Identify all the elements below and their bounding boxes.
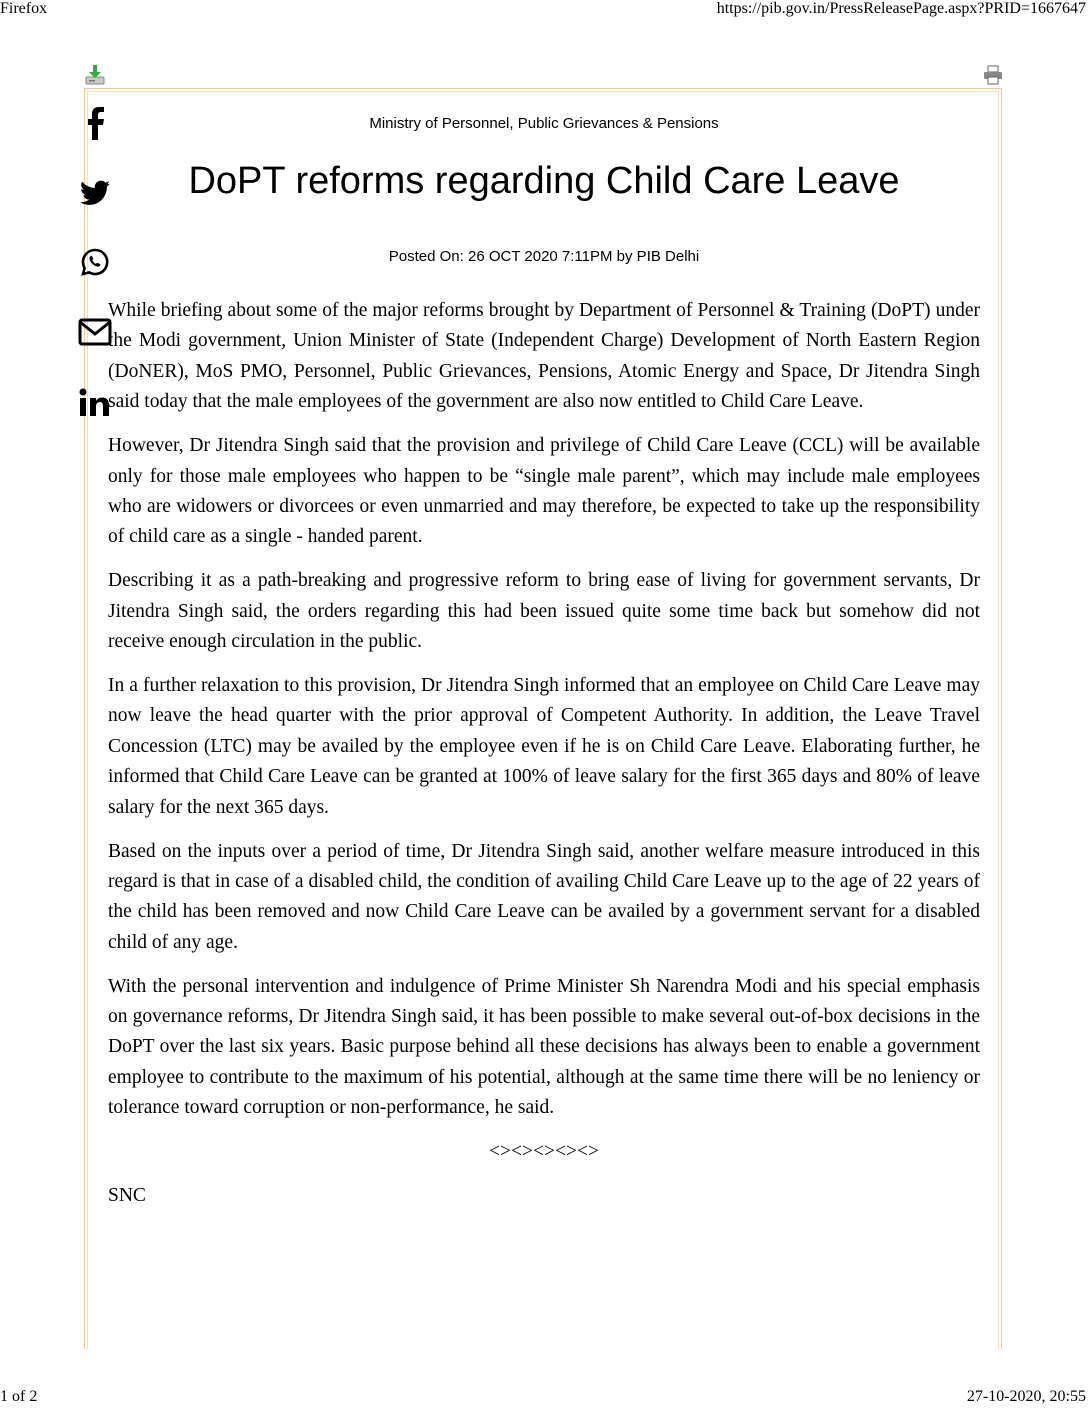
print-button[interactable] [982,64,1004,86]
download-icon [84,64,106,86]
paragraph: Describing it as a path-breaking and progressive reform to bring ease of living for government servants, Dr Jitendra Singh said, the orders regarding this had been issued quite some time back but somehow did not receive enough circulation in the public. [108,570,980,653]
separator: <><><><><> [489,1141,599,1163]
download-button[interactable] [84,64,106,86]
share-linkedin[interactable] [78,385,112,419]
print-header-app: Firefox [0,0,48,17]
share-email[interactable] [78,315,112,349]
paragraph: With the personal intervention and indulgence of Prime Minister Sh Narendra Modi and his special emphasis on governance reforms, Dr Jitendra Singh said, it has been possible to make several out-of-box decisions in the DoPT over the last six years. Basic purpose behind all these decisions has always been to enable a government employee to contribute to the maximum of his potential, although at the same time there will be no leniency or tolerance toward corruption or non-performance, he said. [108,975,980,1119]
print-icon [982,64,1004,86]
print-footer-datetime: 27-10-2020, 20:55 [966,1388,1086,1405]
posted-on: Posted On: 26 OCT 2020 7:11PM by PIB Delhi [388,248,700,265]
paragraph: While briefing about some of the major reforms brought by Department of Personnel & Training (DoPT) under the Modi government, Union Minister of State (Independent Charge) Development of North Eastern Region (DoNER), MoS PMO, Personnel, Public Grievances, Pensions, Atomic Energy and Space, Dr Jitendra Singh said today that the male employees of the government are also now entitled to Child Care Leave. [108,300,980,413]
article-body [108,296,980,1225]
page-title: DoPT reforms regarding Child Care Leave [188,160,900,202]
paragraph: However, Dr Jitendra Singh said that the provision and privilege of Child Care Leave (CCL) will be available only for those male employees who happen to be “single male parent”, which may include male employees who are widowers or divorcees or even unmarried and may therefore, be expected to take up the responsibility of child care as a single - handed parent. [108,435,980,548]
ministry-name: Ministry of Personnel, Public Grievances & Pensions [369,115,719,132]
paragraph: In a further relaxation to this provision, Dr Jitendra Singh informed that an employee on Child Care Leave may now leave the head quarter with the prior approval of Competent Authority. In addition, the Leave Travel Concession (LTC) may be availed by the employee even if he is on Child Care Leave. Elaborating further, he informed that Child Care Leave can be granted at 100% of leave salary for the first 365 days and 80% of leave salary for the next 365 days. [108,674,980,818]
paragraph: Based on the inputs over a period of time, Dr Jitendra Singh said, another welfare measure introduced in this regard is that in case of a disabled child, the condition of availing Child Care Leave up to the age of 22 years of the child has been removed and now Child Care Leave can be availed by a government servant for a disabled child of any age. [108,840,980,953]
print-header-url: https://pib.gov.in/PressReleasePage.aspx?PRID=1667647 [716,0,1086,17]
linkedin-icon [79,388,111,416]
signoff: SNC [108,1185,146,1207]
email-icon [78,318,112,346]
print-footer-page: 1 of 2 [0,1388,38,1405]
